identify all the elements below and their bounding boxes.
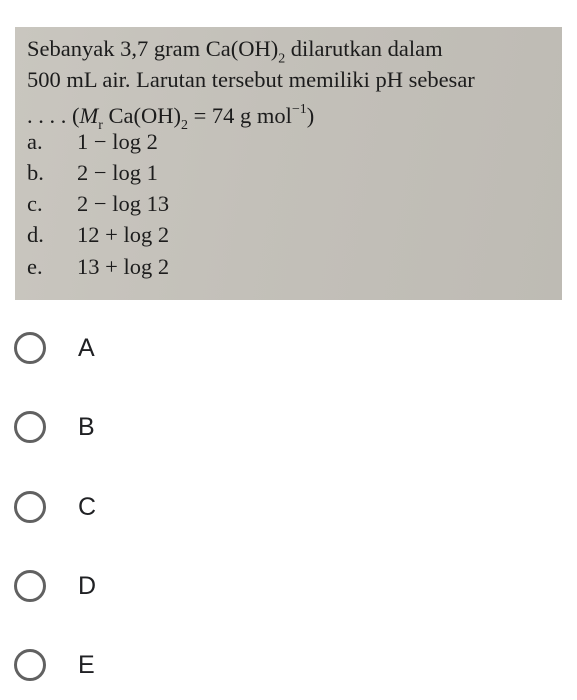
molar-mass-symbol: M: [79, 102, 99, 128]
answer-choice-a[interactable]: [14, 326, 314, 376]
question-line-1-tail: dilarutkan dalam: [285, 36, 443, 61]
radio-button-icon[interactable]: [14, 570, 46, 602]
question-line-3-prefix: . . . . (: [27, 102, 80, 128]
question-line-3-close: ): [306, 102, 315, 128]
question-option-a: [27, 128, 158, 156]
option-text: 2 − log 13: [77, 191, 170, 216]
formula-subscript: 2: [181, 118, 188, 134]
option-text: 1 − log 2: [77, 129, 158, 154]
answer-choice-label[interactable]: E: [78, 651, 95, 679]
molar-mass-subscript: r: [98, 118, 103, 134]
answer-choice-e[interactable]: [14, 643, 314, 693]
answer-choice-label[interactable]: C: [78, 493, 97, 521]
option-letter: e.: [27, 254, 43, 279]
question-image: [15, 27, 562, 300]
question-option-c: [27, 190, 169, 218]
question-option-e: [27, 253, 169, 281]
radio-button-icon[interactable]: [14, 491, 46, 523]
molar-mass-formula: Ca(OH): [102, 102, 182, 128]
question-line-1-text: Sebanyak 3,7 gram Ca(OH): [27, 36, 279, 61]
answer-choice-d[interactable]: [14, 564, 314, 614]
answer-choice-label[interactable]: D: [78, 572, 97, 600]
answer-choice-c[interactable]: [14, 485, 314, 535]
question-option-b: [27, 159, 158, 187]
radio-button-icon[interactable]: [14, 411, 46, 443]
option-letter: a.: [27, 129, 43, 154]
option-letter: b.: [27, 160, 44, 185]
unit-superscript: −1: [291, 102, 307, 117]
radio-button-icon[interactable]: [14, 649, 46, 681]
option-text: 12 + log 2: [77, 222, 170, 247]
question-option-d: [27, 221, 169, 249]
option-letter: c.: [27, 191, 43, 216]
option-text: 13 + log 2: [77, 254, 170, 279]
radio-button-icon[interactable]: [14, 332, 46, 364]
question-line-2: 500 mL air. Larutan tersebut memiliki pH sebesar: [27, 67, 475, 92]
option-text: 2 − log 1: [77, 160, 158, 185]
formula-subscript: 2: [278, 51, 286, 67]
molar-mass-value: = 74 g mol: [187, 102, 292, 128]
answer-choice-b[interactable]: [14, 405, 314, 455]
answer-choice-label[interactable]: A: [78, 334, 95, 362]
option-letter: d.: [27, 222, 44, 247]
answer-choice-label[interactable]: B: [78, 413, 95, 441]
